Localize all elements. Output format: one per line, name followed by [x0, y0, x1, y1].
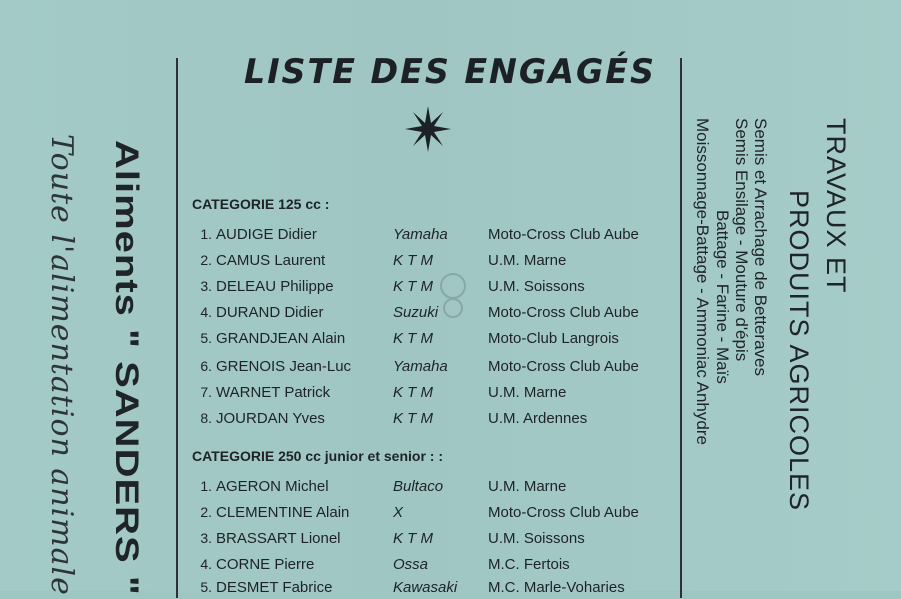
entry-number: 5.	[200, 330, 212, 346]
motorcycle-brand: K T M	[393, 278, 433, 295]
motorcycle-brand: K T M	[393, 330, 433, 347]
ad-brand-name: Aliments " SANDERS "	[108, 140, 145, 596]
rider-name: DURAND Didier	[216, 304, 324, 321]
entry-number: 5.	[200, 579, 212, 595]
rider-name: GRENOIS Jean-Luc	[216, 358, 352, 375]
rider-name: DESMET Fabrice	[216, 579, 333, 596]
rider-name: CORNE Pierre	[216, 556, 315, 573]
entry-number: 1.	[200, 226, 212, 242]
club-name: U.M. Marne	[488, 384, 567, 401]
ad-service-line-3: Battage - Farine - Maïs	[713, 210, 732, 384]
watermark-stamp	[436, 268, 470, 320]
ad-service-line-1: Semis et Arrachage de Betteraves	[751, 118, 770, 376]
motorcycle-brand: Yamaha	[393, 358, 448, 375]
ad-title-line-2: PRODUITS AGRICOLES	[784, 190, 814, 512]
motorcycle-brand: Ossa	[393, 556, 429, 573]
rider-name: BRASSART Lionel	[216, 530, 341, 547]
entry-number: 2.	[200, 252, 212, 268]
club-name: Moto-Cross Club Aube	[488, 504, 639, 521]
club-name: M.C. Fertois	[488, 556, 570, 573]
rider-name: GRANDJEAN Alain	[216, 330, 346, 347]
motorcycle-brand: K T M	[393, 410, 433, 427]
motorcycle-brand: Kawasaki	[393, 579, 458, 596]
club-name: U.M. Ardennes	[488, 410, 588, 427]
ad-service-line-2: Semis Ensilage - Mouture d'épis	[732, 118, 751, 362]
rider-name: JOURDAN Yves	[216, 410, 325, 427]
rider-name: CAMUS Laurent	[216, 252, 326, 269]
club-name: Moto-Cross Club Aube	[488, 358, 639, 375]
entry-number: 4.	[200, 304, 212, 320]
page-title: LISTE DES ENGAGÉS	[244, 52, 656, 92]
rider-name: AGERON Michel	[216, 478, 329, 495]
club-name: U.M. Soissons	[488, 278, 585, 295]
club-name: Moto-Cross Club Aube	[488, 226, 639, 243]
club-name: U.M. Marne	[488, 478, 567, 495]
club-name: Moto-Club Langrois	[488, 330, 619, 347]
club-name: U.M. Marne	[488, 252, 567, 269]
ad-slogan: Toute l'alimentation animale	[44, 134, 79, 596]
ad-service-line-4: Moissonnage-Battage - Ammoniac Anhydre	[693, 118, 712, 445]
entry-number: 3.	[200, 530, 212, 546]
category-heading-250cc: CATEGORIE 250 cc junior et senior : :	[192, 448, 444, 464]
category-heading-125cc: CATEGORIE 125 cc :	[192, 196, 330, 212]
rider-name: WARNET Patrick	[216, 384, 331, 401]
motorcycle-brand: Suzuki	[393, 304, 439, 321]
entry-number: 6.	[200, 358, 212, 374]
entry-number: 2.	[200, 504, 212, 520]
entry-number: 1.	[200, 478, 212, 494]
club-name: U.M. Soissons	[488, 530, 585, 547]
motorcycle-brand: Yamaha	[393, 226, 448, 243]
rider-name: CLEMENTINE Alain	[216, 504, 350, 521]
motorcycle-brand: Bultaco	[393, 478, 444, 495]
ad-title-line-1: TRAVAUX ET	[821, 118, 851, 294]
entry-number: 4.	[200, 556, 212, 572]
rider-name: DELEAU Philippe	[216, 278, 334, 295]
motorcycle-brand: K T M	[393, 252, 433, 269]
rider-name: AUDIGE Didier	[216, 226, 317, 243]
entry-number: 7.	[200, 384, 212, 400]
entry-number: 8.	[200, 410, 212, 426]
club-name: Moto-Cross Club Aube	[488, 304, 639, 321]
star-icon	[405, 106, 451, 152]
entry-number: 3.	[200, 278, 212, 294]
motorcycle-brand: K T M	[393, 384, 433, 401]
club-name: M.C. Marle-Voharies	[488, 579, 625, 596]
motorcycle-brand: X	[393, 504, 404, 521]
left-advertisement	[0, 0, 176, 596]
left-divider	[176, 58, 178, 598]
motorcycle-brand: K T M	[393, 530, 433, 547]
